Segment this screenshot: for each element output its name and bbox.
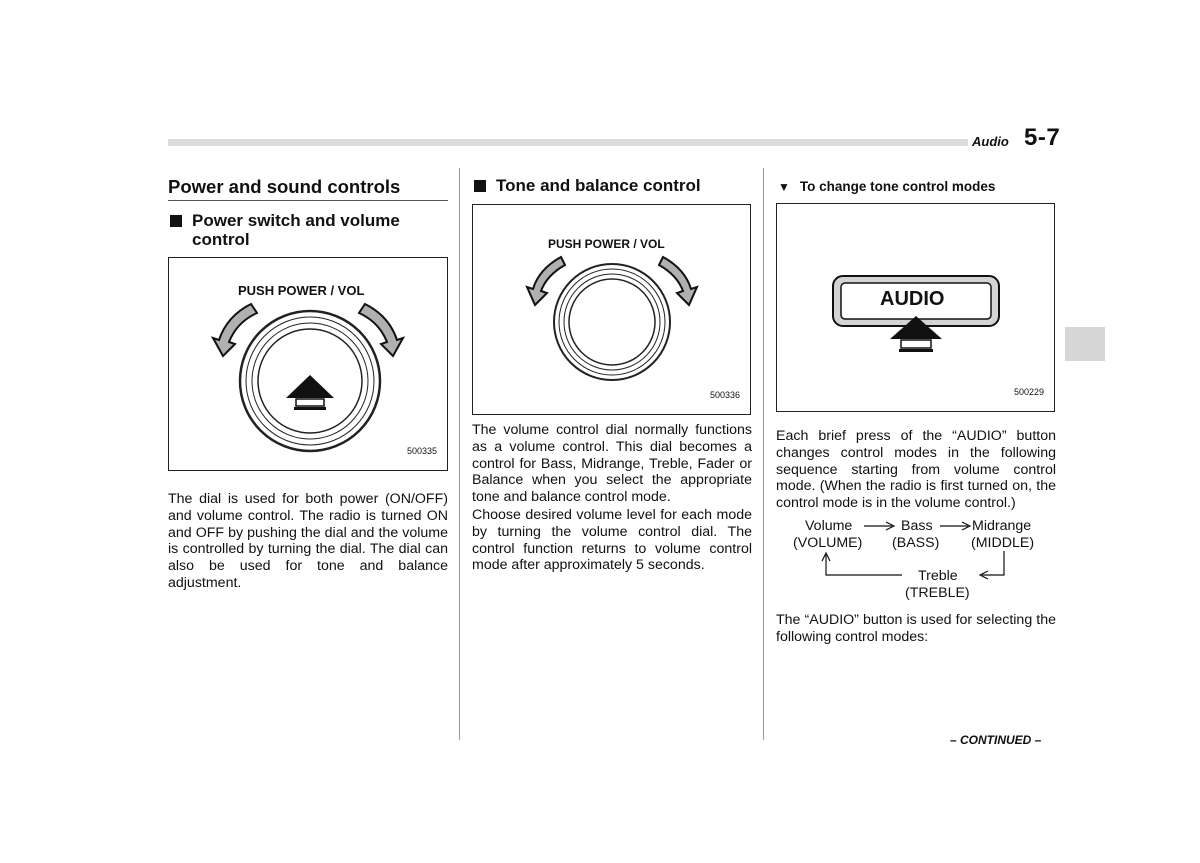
mode-volume: Volume bbox=[805, 517, 853, 534]
header-rule bbox=[168, 139, 968, 146]
body-paragraph: The dial is used for both power (ON/OFF) and volume control. The radio is turned ON and OFF by pushing the dial and the volume is controlled by turning the dial. The dial can also be used for tone and balance adjustment. bbox=[168, 491, 448, 591]
body-paragraph-1: Each brief press of the “AUDIO” button changes control modes in the following sequence starting from volume control mode. (When the radio is first turned on, the control mode is in the volume control.) bbox=[776, 428, 1056, 512]
section-title: Power and sound controls bbox=[168, 176, 448, 201]
square-bullet-icon bbox=[474, 180, 486, 192]
rotate-left-arrow-icon bbox=[213, 304, 257, 356]
column-3 bbox=[776, 178, 1056, 646]
dial-illustration bbox=[169, 258, 447, 470]
mode-bass: Bass bbox=[901, 517, 933, 534]
column-divider-2 bbox=[763, 168, 764, 740]
page-number: 5-7 bbox=[1024, 124, 1061, 151]
mode-sequence-diagram bbox=[776, 518, 1056, 602]
subsection-title: Tone and balance control bbox=[496, 176, 701, 195]
figure-code: 500335 bbox=[406, 446, 437, 456]
column-divider-1 bbox=[459, 168, 460, 740]
mode-midrange-sub: (MIDDLE) bbox=[971, 534, 1035, 551]
column-1 bbox=[168, 176, 448, 592]
audio-button-label: AUDIO bbox=[880, 288, 945, 310]
mode-treble-sub: (TREBLE) bbox=[905, 584, 970, 601]
push-arrow-icon bbox=[286, 375, 334, 410]
dial-rings bbox=[554, 264, 670, 380]
figure-tone-dial bbox=[472, 204, 751, 415]
subsection-heading bbox=[168, 211, 448, 249]
column-2 bbox=[472, 176, 752, 574]
subsection-title: To change tone control modes bbox=[799, 179, 996, 194]
triangle-bullet-icon: ▼ bbox=[778, 180, 790, 194]
figure-caption: PUSH POWER / VOL bbox=[548, 237, 665, 251]
figure-code: 500229 bbox=[1013, 387, 1044, 397]
body-paragraph-1: The volume control dial normally functions as a volume control. This dial becomes a control for Bass, Midrange, Treble, Fader or Balance when you select the appropriate tone and balance control mode. bbox=[472, 422, 752, 506]
figure-power-dial bbox=[168, 257, 448, 471]
figure-audio-button bbox=[776, 203, 1055, 412]
rotate-right-arrow-icon bbox=[359, 304, 403, 356]
mode-midrange: Midrange bbox=[972, 517, 1032, 534]
chapter-tab bbox=[1065, 327, 1105, 361]
body-paragraph-2: Choose desired volume level for each mode by turning the volume control dial. The control function returns to volume control mode after approximately 5 seconds. bbox=[472, 506, 752, 574]
figure-code: 500336 bbox=[709, 390, 740, 400]
mode-treble: Treble bbox=[918, 567, 958, 584]
continued-label: – CONTINUED – bbox=[950, 733, 1042, 747]
dial-illustration bbox=[473, 205, 750, 414]
mode-volume-sub: (VOLUME) bbox=[793, 534, 863, 551]
square-bullet-icon bbox=[170, 215, 182, 227]
subsection-heading bbox=[776, 178, 1056, 196]
figure-caption: PUSH POWER / VOL bbox=[238, 283, 365, 298]
header-section-name: Audio bbox=[972, 134, 1009, 149]
body-paragraph-2: The “AUDIO” button is used for selecting the following control modes: bbox=[776, 611, 1056, 645]
subsection-heading bbox=[472, 176, 752, 195]
subsection-title: Power switch and volume control bbox=[192, 211, 400, 249]
mode-bass-sub: (BASS) bbox=[892, 534, 940, 551]
